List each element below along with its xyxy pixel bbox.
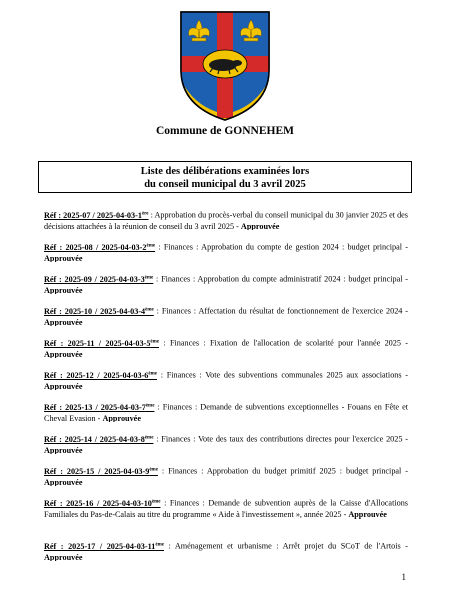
deliberation-status: Approuvée	[44, 285, 83, 294]
deliberation-status: Approuvée	[44, 317, 83, 326]
deliberation-entry	[44, 464, 408, 486]
deliberation-entry	[44, 272, 408, 294]
deliberation-entry	[44, 400, 408, 422]
deliberation-status: Approuvée	[102, 413, 141, 422]
deliberation-reference: Réf : 2025-11 / 2025-04-03-5ème	[44, 338, 160, 348]
deliberation-subject: : Finances : Affectation du résultat de fonctionnement de l'exercice 2024 -	[153, 306, 408, 316]
deliberation-subject: : Finances : Demande de subventions exceptionnelles - Fouans en Fête et Cheval Evasion -	[44, 402, 408, 422]
commune-name: Commune de GONNEHEM	[156, 125, 294, 137]
deliberation-subject: : Finances : Approbation du compte de gestion 2024 : budget principal -	[155, 242, 408, 252]
deliberation-reference: Réf : 2025-14 / 2025-04-03-8ème	[44, 434, 154, 444]
deliberation-status: Approuvée	[44, 253, 83, 262]
deliberation-reference: Réf : 2025-17 / 2025-04-03-11ème	[44, 541, 164, 551]
page-number: 1	[401, 572, 406, 582]
deliberation-subject: : Finances : Fixation de l'allocation de scolarité pour l'année 2025 -	[159, 338, 408, 348]
deliberation-subject: : Approbation du procès-verbal du conseil municipal du 30 janvier 2025 et des décisions attachées à la réunion de conseil du 3 avril 2025 -	[44, 210, 408, 230]
document-title-line1: Liste des délibérations examinées lors	[140, 166, 310, 177]
deliberation-entry	[44, 432, 408, 454]
deliberation-reference: Réf : 2025-09 / 2025-04-03-3ème	[44, 274, 154, 284]
deliberation-status: Approuvée	[44, 477, 83, 486]
deliberation-reference: Réf : 2025-16 / 2025-04-03-10ème	[44, 498, 161, 508]
deliberation-reference: Réf : 2025-13 / 2025-04-03-7ème	[44, 402, 155, 412]
deliberation-status: Approuvée	[44, 349, 83, 358]
deliberation-status: Approuvée	[44, 552, 83, 561]
deliberation-entry	[44, 304, 408, 326]
deliberation-reference: Réf : 2025-10 / 2025-04-03-4ème	[44, 306, 154, 316]
deliberation-entry	[44, 368, 408, 390]
deliberation-reference: Réf : 2025-07 / 2025-04-03-1ère	[44, 210, 149, 220]
deliberation-subject: : Aménagement et urbanisme : Arrêt projet du SCoT de l'Artois -	[163, 541, 408, 551]
deliberation-entry	[44, 496, 408, 529]
deliberation-reference: Réf : 2025-12 / 2025-04-03-6ème	[44, 370, 158, 380]
deliberation-reference: Réf : 2025-15 / 2025-04-03-9ème	[44, 466, 158, 476]
deliberation-status: Approuvée	[240, 221, 280, 230]
document-title-box	[38, 161, 412, 193]
deliberation-entry	[44, 539, 408, 561]
deliberation-subject: : Finances : Demande de subvention auprès de la Caisse d'Allocations Familiales du Pas-de-Calais au titre du programme « Aide à l'investissement », année 2025 -	[44, 498, 408, 519]
deliberation-entry	[44, 208, 408, 230]
deliberation-list	[44, 208, 408, 571]
deliberation-subject: : Finances : Vote des subventions communales 2025 aux associations -	[157, 370, 408, 380]
deliberation-status: Approuvée	[44, 445, 83, 454]
deliberation-subject: : Finances : Vote des taux des contributions directes pour l'exercice 2025 -	[153, 434, 408, 444]
deliberation-entry	[44, 336, 408, 358]
deliberation-subject: : Finances : Approbation du compte administratif 2024 : budget principal -	[153, 274, 408, 284]
deliberation-status: Approuvée	[348, 509, 387, 519]
deliberation-status: Approuvée	[44, 381, 83, 390]
deliberation-subject: : Finances : Approbation du budget primitif 2025 : budget principal -	[157, 466, 408, 476]
commune-coat-of-arms	[177, 8, 273, 124]
deliberation-reference: Réf : 2025-08 / 2025-04-03-2ème	[44, 242, 156, 252]
deliberation-entry	[44, 240, 408, 262]
document-title-line2: du conseil municipal du 3 avril 2025	[144, 179, 306, 190]
